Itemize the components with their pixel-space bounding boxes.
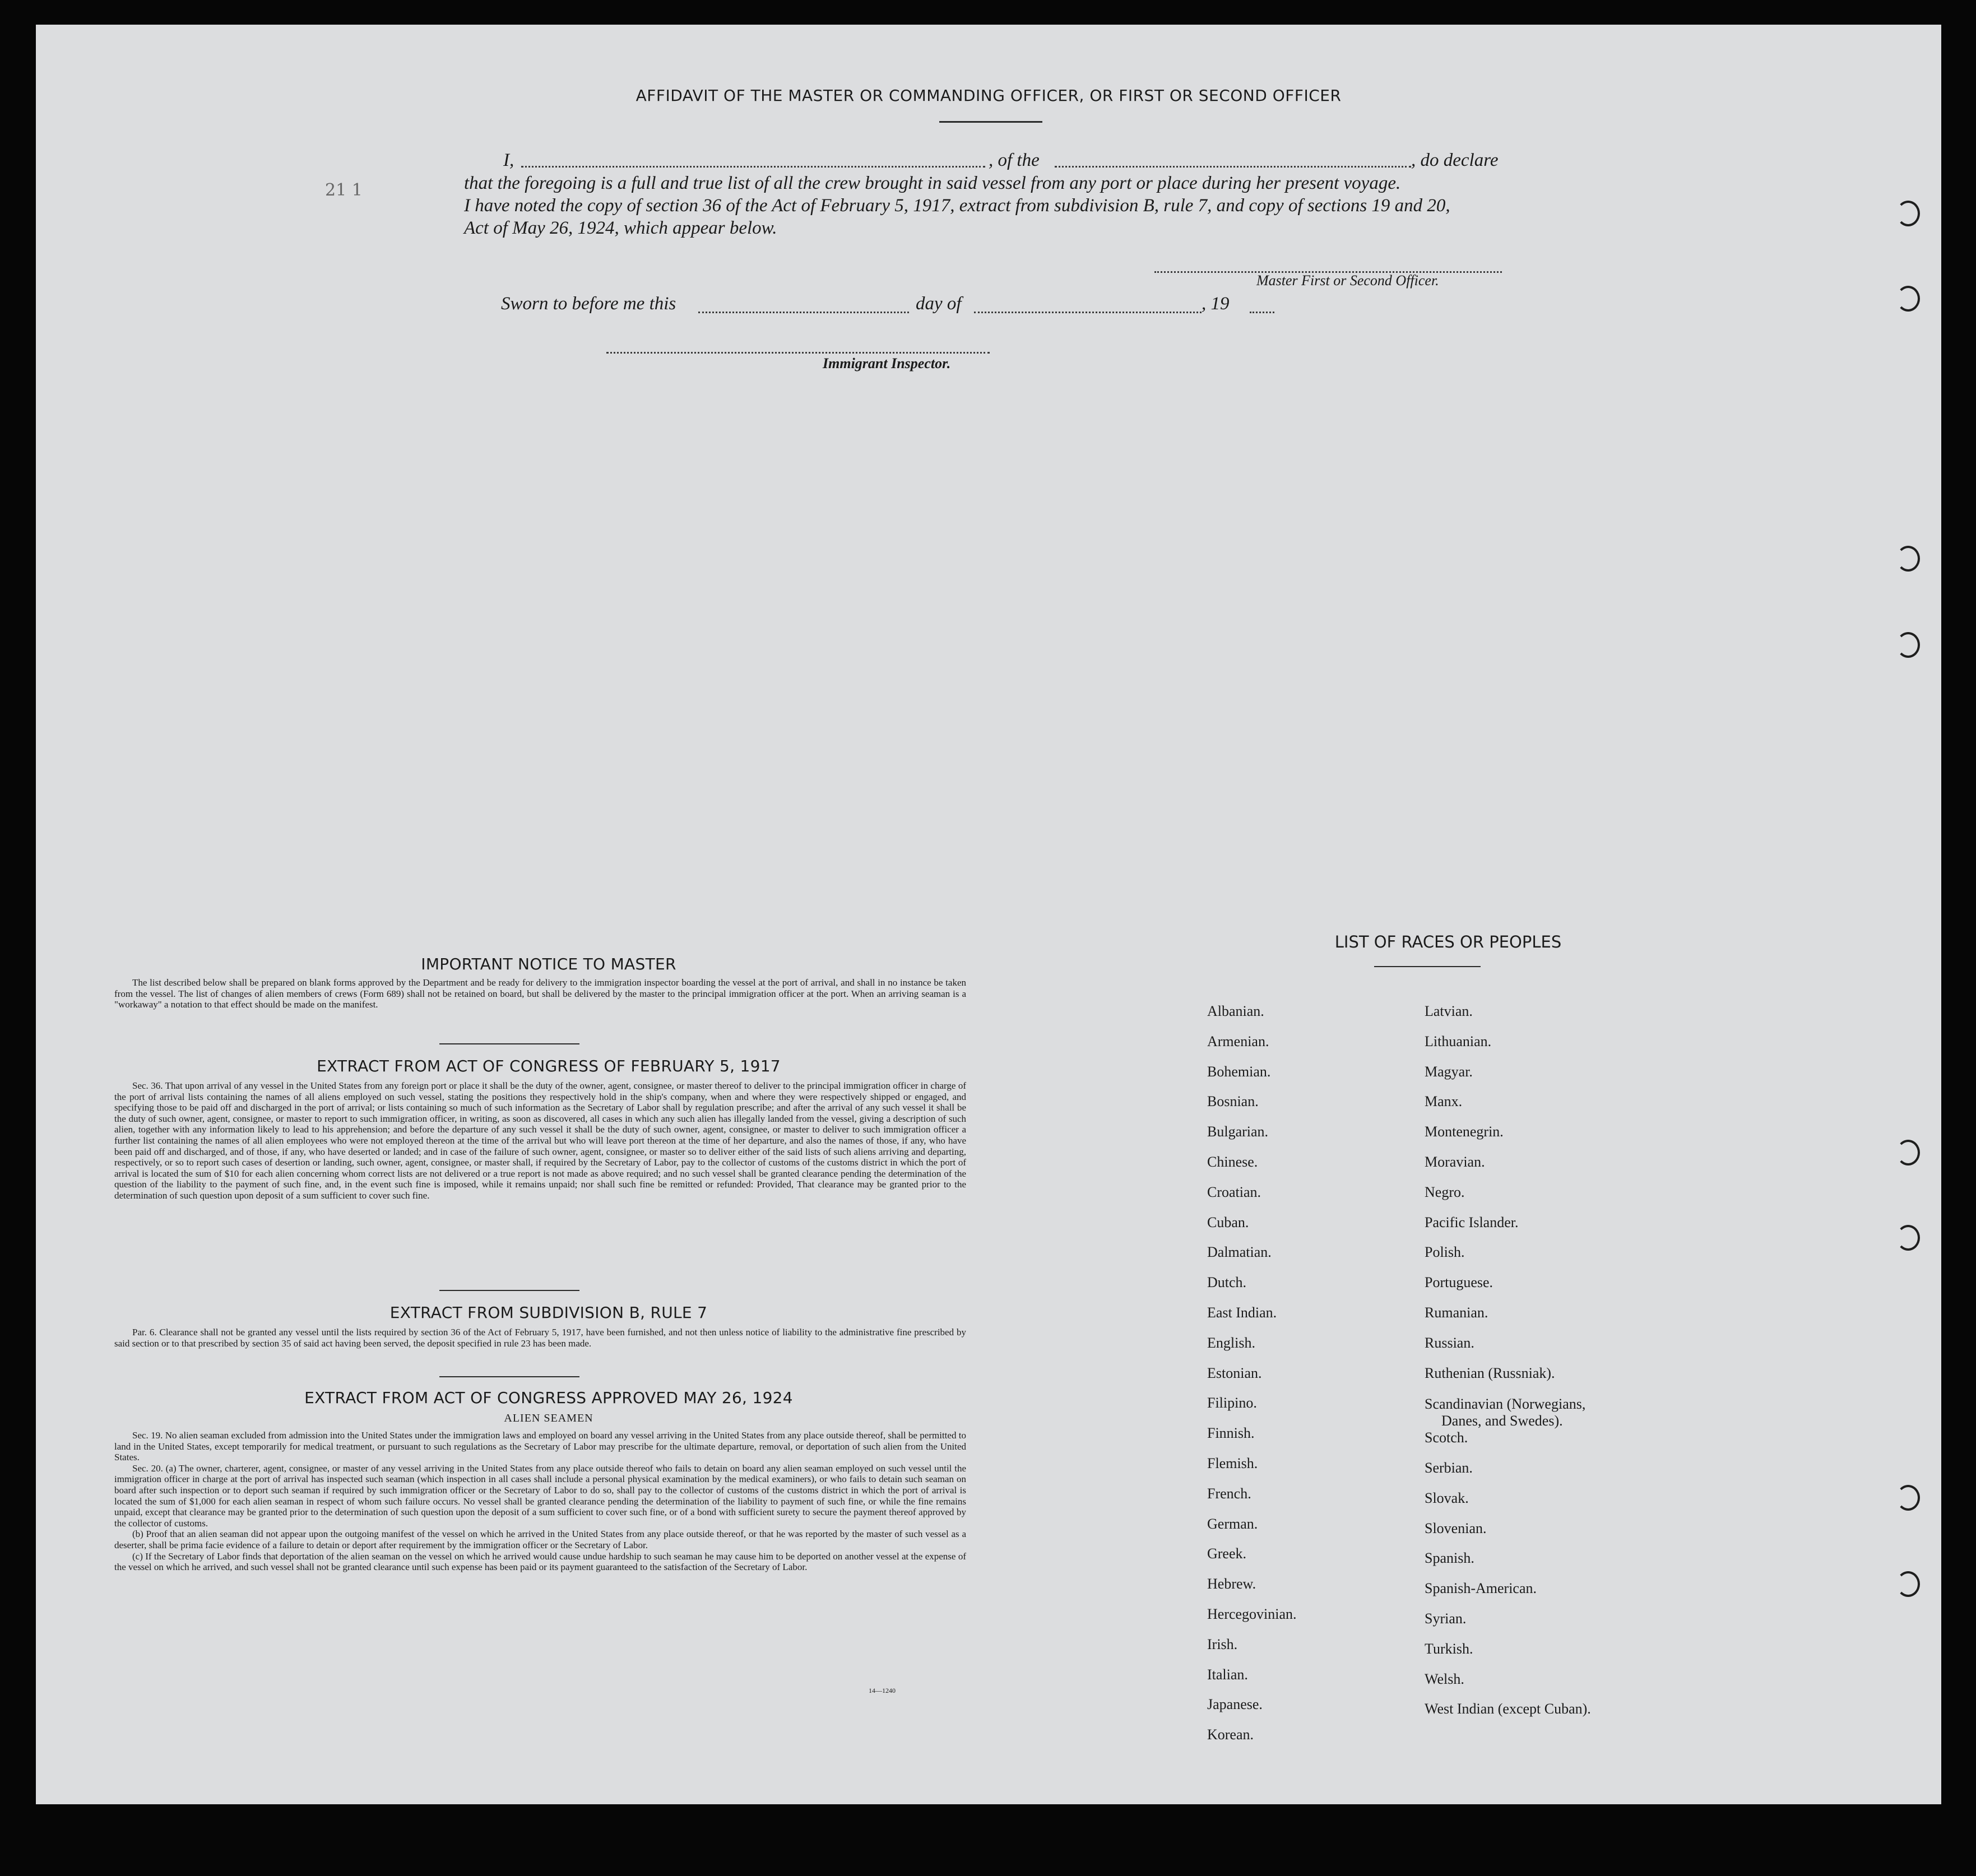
title-underline [939, 121, 1042, 123]
race-item: Italian. [1207, 1666, 1248, 1683]
race-item: Irish. [1207, 1636, 1238, 1652]
race-item: Bulgarian. [1207, 1123, 1269, 1140]
extract-1924-title: EXTRACT FROM ACT OF CONGRESS APPROVED MAY 26, 1924 [304, 1389, 793, 1407]
race-item: English. [1207, 1335, 1255, 1351]
race-item: Chinese. [1207, 1154, 1258, 1170]
race-item: Cuban. [1207, 1214, 1249, 1230]
section-36-paragraph: Sec. 36. That upon arrival of any vessel in the United States from any foreign port or place it shall be the duty of the owner, agent, consignee, or master thereof to deliver to the principal immigration officer in charge of the port of arrival lists containing the names of all aliens employed on such vessel, stating the positions they respectively hold in the ship's company, when and where they were respectively shipped or engaged, and specifying those to be paid off and discharged in the port of arrival; or lists containing so much of such information as the Secretary of Labor shall by regulation prescribe; and after the arrival of any such vessel it shall be the duty of such owner, agent, consignee, or master to report to such immigration officer, in writing, as soon as discovered, all cases in which any such alien has illegally landed from the vessel, giving a description of such alien, together with any information likely to lead to his apprehension; and before the departure of any such vessel it shall be the duty of such owner, agent, consignee, or master to deliver to such immigration officer a further list containing the names of all alien employees who were not employed thereon at the time of the arrival but who will leave port thereon at the time of her departure, and also the names of those, if any, who have been paid off and discharged, and of those, if any, who have deserted or landed; and in case of the failure of such owner, agent, consignee, or master so to deliver either of the said lists of such aliens arriving and departing, respectively, or so to report such cases of desertion or landing, such owner, agent, consignee, or master shall, if required by the Secretary of Labor, pay to the collector of customs of the customs district in which the port of arrival is located the sum of $10 for each alien concerning whom correct lists are not delivered or a true report is not made as above required; and no such vessel shall be granted clearance pending the determination of the question of the liability to the payment of such fine, and, in the event such fine is imposed, while it remains unpaid; nor shall such fine be remitted or refunded: Provided, That clearance may be granted prior to the determination of such question upon deposit of a sum sufficient to cover such fine. [114, 1080, 966, 1201]
affidavit-title: AFFIDAVIT OF THE MASTER OR COMMANDING OFFICER, OR FIRST OR SECOND OFFICER [636, 86, 1342, 105]
race-item: Negro. [1425, 1184, 1465, 1200]
race-item: Serbian. [1425, 1460, 1473, 1476]
race-item: Magyar. [1425, 1064, 1473, 1080]
punch-hole [1896, 632, 1920, 658]
race-item: French. [1207, 1485, 1251, 1502]
notice-text [114, 977, 966, 1031]
race-item: Filipino. [1207, 1395, 1257, 1411]
notice-title: IMPORTANT NOTICE TO MASTER [421, 955, 676, 973]
affidavit-line-3: I have noted the copy of section 36 of the Act of February 5, 1917, extract from subdivision B, rule 7, and copy of sections 19 and 20, [464, 196, 1450, 216]
race-item: Dutch. [1207, 1274, 1247, 1290]
race-item: German. [1207, 1516, 1258, 1532]
race-item: Albanian. [1207, 1003, 1264, 1019]
race-item: Japanese. [1207, 1696, 1263, 1712]
name-fill-line [521, 166, 985, 168]
race-item: Ruthenian (Russniak). [1425, 1365, 1555, 1381]
race-item: Hebrew. [1207, 1576, 1256, 1592]
section-19-paragraph: Sec. 19. No alien seaman excluded from admission into the United States under the immigration laws and employed on board any vessel arriving in the United States from any place outside thereof, shall be permitted to land in the United States, except temporarily for medical treatment, or pursuant to such regulations as the Secretary of Labor may prescribe for the ultimate departure, removal, or deportation of such alien from the United States. [114, 1430, 966, 1463]
affidavit-i: I, [503, 150, 514, 170]
races-title-underline [1374, 966, 1481, 967]
divider [439, 1043, 579, 1044]
punch-hole [1896, 1140, 1920, 1165]
race-item: Dalmatian. [1207, 1244, 1272, 1260]
race-item: East Indian. [1207, 1304, 1277, 1321]
race-item: Moravian. [1425, 1154, 1485, 1170]
rule-7-title: EXTRACT FROM SUBDIVISION B, RULE 7 [389, 1303, 708, 1322]
races-title: LIST OF RACES OR PEOPLES [1334, 932, 1562, 951]
race-item: Spanish-American. [1425, 1580, 1537, 1596]
race-item: Estonian. [1207, 1365, 1262, 1381]
race-item: Lithuanian. [1425, 1033, 1492, 1050]
rule-7-paragraph: Par. 6. Clearance shall not be granted any vessel until the lists required by section 36 of the Act of February 5, 1917, have been furnished, and not then unless notice of liability to the administrative fine prescribed by said section or to that prescribed by section 35 of said act having been served, the deposit specified in rule 23 has been made. [114, 1327, 966, 1349]
punch-hole [1896, 286, 1920, 312]
race-item: Greek. [1207, 1545, 1247, 1562]
rule-7-text [114, 1327, 966, 1349]
section-20a-paragraph: Sec. 20. (a) The owner, charterer, agent, consignee, or master of any vessel arriving in the United States from any place outside thereof who fails to detain on board any alien seaman employed on such vessel until the immigration officer in charge at the port of arrival has inspected such seaman (which inspection in all cases shall include a personal physical examination by the medical examiners), or who fails to detain such seaman on board after such inspection or to deport such seaman if required by such immigration officer or the Secretary of Labor to do so, shall pay to the collector of customs of the customs district in which the port of arrival is located the sum of $1,000 for each alien seaman in respect of whom such failure occurs. No vessel shall be granted clearance pending the determination of the liability to payment of such fine, or while the fine remains unpaid, except that clearance may be granted prior to the determination of such question upon the deposit of a sum sufficient to cover such fine, or of a bond with sufficient surety to secure the payment thereof approved by the collector of customs. [114, 1462, 966, 1529]
sworn-day-of: day of [916, 294, 962, 314]
race-item: Slovenian. [1425, 1520, 1487, 1536]
race-item: Hercegovinian. [1207, 1606, 1297, 1622]
race-item: Korean. [1207, 1726, 1254, 1743]
race-item: Manx. [1425, 1093, 1463, 1109]
margin-pencil-note: 21 1 [325, 180, 363, 200]
extract-1924-text [114, 1430, 966, 1573]
punch-hole [1896, 546, 1920, 572]
sworn-year-prefix: , 19 [1202, 294, 1230, 314]
race-item: Rumanian. [1425, 1304, 1488, 1321]
race-item: Polish. [1425, 1244, 1465, 1260]
race-item: Scotch. [1425, 1429, 1468, 1446]
extract-1917-title: EXTRACT FROM ACT OF CONGRESS OF FEBRUARY 5, 1917 [317, 1057, 781, 1075]
race-item: Croatian. [1207, 1184, 1261, 1200]
race-item: Armenian. [1207, 1033, 1269, 1050]
race-item: Flemish. [1207, 1455, 1258, 1471]
punch-hole [1896, 1225, 1920, 1251]
document-page [36, 25, 1941, 1804]
inspector-label: Immigrant Inspector. [823, 355, 951, 372]
punch-hole [1896, 1571, 1920, 1597]
section-20c-paragraph: (c) If the Secretary of Labor finds that deportation of the alien seaman on the vessel on which he arrived would cause undue hardship to such seaman he may cause him to be deported on another vessel at the expense of the vessel on which he arrived, and such vessel shall not be granted clearance until such expense has been paid or its payment guaranteed to the satisfaction of the Secretary of Labor. [114, 1550, 966, 1573]
race-item: Pacific Islander. [1425, 1214, 1519, 1230]
sworn-year-fill-line [1250, 312, 1274, 313]
divider [439, 1376, 579, 1377]
race-item: Danes, and Swedes). [1441, 1413, 1563, 1429]
race-item: West Indian (except Cuban). [1425, 1701, 1591, 1717]
race-item: Turkish. [1425, 1641, 1473, 1657]
race-item: Spanish. [1425, 1550, 1474, 1566]
divider [439, 1290, 579, 1291]
race-item: Welsh. [1425, 1671, 1464, 1687]
race-item: Finnish. [1207, 1425, 1255, 1441]
officer-label: Master First or Second Officer. [1256, 272, 1439, 289]
race-item: Syrian. [1425, 1610, 1467, 1627]
sworn-day-fill-line [698, 312, 909, 313]
alien-seamen-subtitle: ALIEN SEAMEN [504, 1412, 593, 1424]
race-item: Scandinavian (Norwegians, [1425, 1396, 1586, 1412]
punch-hole [1896, 201, 1920, 226]
extract-1917-text [114, 1080, 966, 1201]
affidavit-of-the: , of the [989, 150, 1040, 170]
vessel-fill-line [1055, 166, 1411, 168]
section-20b-paragraph: (b) Proof that an alien seaman did not appear upon the outgoing manifest of the vessel on which he arrived in the United States from any place outside thereof, or that he was reported by the master of such vessel as a deserter, shall be prima facie evidence of a failure to detain or deport after requirement by the immigration officer or the Secretary of Labor. [114, 1529, 966, 1550]
race-item: Russian. [1425, 1335, 1474, 1351]
affidavit-line-2: that the foregoing is a full and true list of all the crew brought in said vessel from any port or place during her present voyage. [464, 173, 1401, 193]
race-item: Portuguese. [1425, 1274, 1493, 1290]
race-item: Slovak. [1425, 1490, 1469, 1506]
affidavit-declare: , do declare [1411, 150, 1499, 170]
affidavit-line-4: Act of May 26, 1924, which appear below. [464, 218, 777, 238]
inspector-signature-line [606, 352, 990, 354]
race-item: Latvian. [1425, 1003, 1473, 1019]
race-item: Bosnian. [1207, 1093, 1259, 1109]
notice-paragraph: The list described below shall be prepared on blank forms approved by the Department and be ready for delivery to the immigration inspector boarding the vessel at the port of arrival, and shall in no instance be taken from the vessel. The list of changes of alien members of crews (Form 689) shall not be retained on board, but shall be delivered by the master to the principal immigration officer at the port. When an arriving seaman is a "workaway" a notation to that effect should be made on the manifest. [114, 977, 966, 1010]
sworn-prefix: Sworn to before me this [501, 294, 676, 314]
punch-hole [1896, 1485, 1920, 1511]
race-item: Montenegrin. [1425, 1123, 1504, 1140]
sworn-month-fill-line [974, 312, 1202, 313]
form-number: 14—1240 [869, 1687, 896, 1694]
race-item: Bohemian. [1207, 1064, 1271, 1080]
